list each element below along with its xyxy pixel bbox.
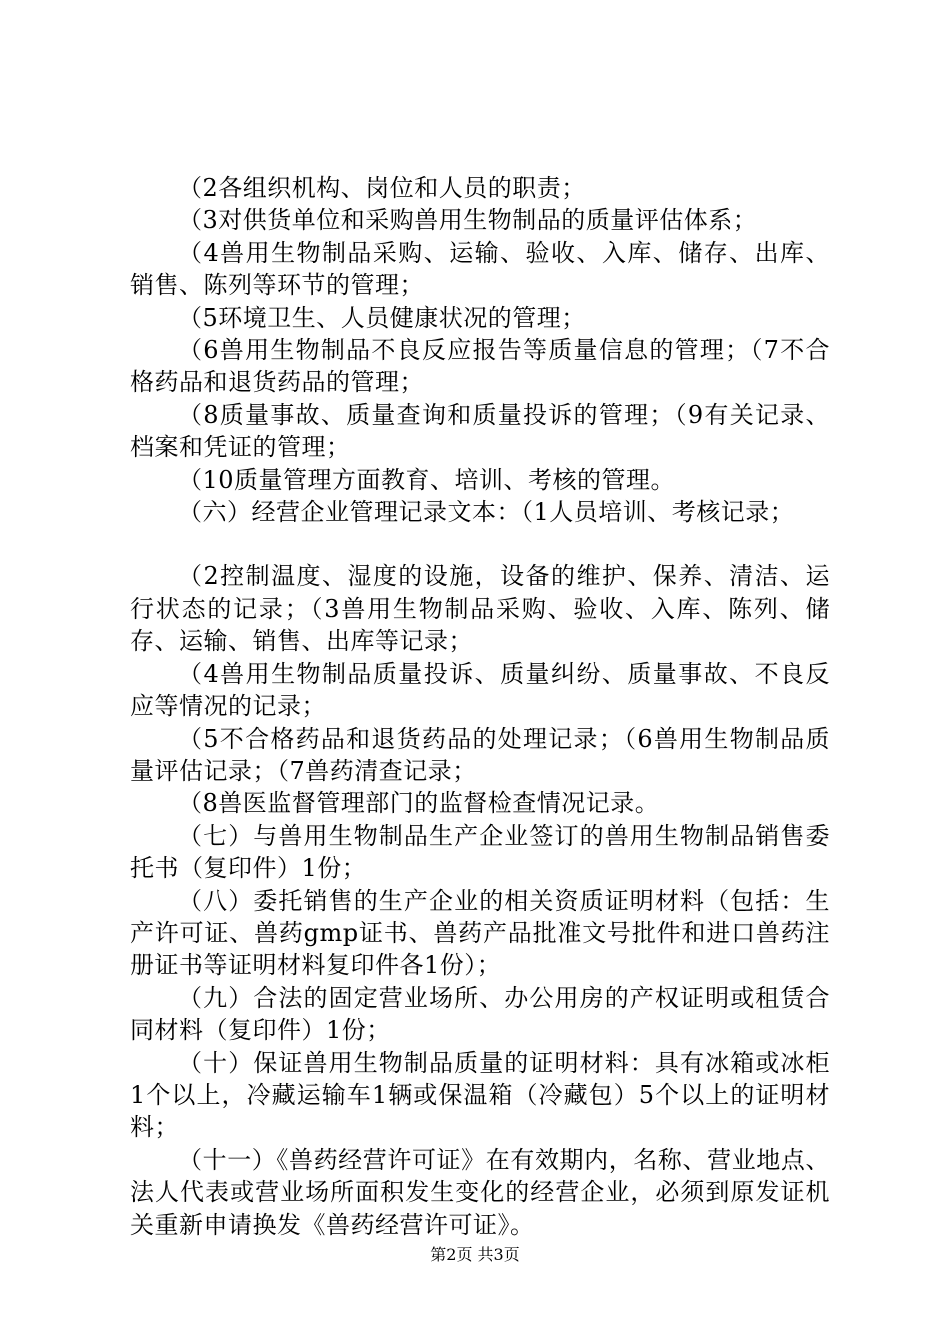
- paragraph: （4兽用生物制品采购、运输、验收、入库、储存、出库、销售、陈列等环节的管理；: [130, 238, 830, 300]
- paragraph: （七）与兽用生物制品生产企业签订的兽用生物制品销售委托书（复印件）1份；: [130, 821, 830, 883]
- page-footer: [0, 1245, 950, 1265]
- paragraph: （6兽用生物制品不良反应报告等质量信息的管理；（7不合格药品和退货药品的管理；: [130, 336, 830, 397]
- paragraph: （九）合法的固定营业场所、办公用房的产权证明或租赁合同材料（复印件）1份；: [130, 983, 830, 1045]
- paragraph: （5不合格药品和退货药品的处理记录；（6兽用生物制品质量评估记录；（7兽药清查记录；: [130, 724, 830, 785]
- paragraph: （六）经营企业管理记录文本：（1人员培训、考核记录；: [178, 498, 795, 527]
- paragraph-spacer: [130, 528, 830, 560]
- paragraph: （10质量管理方面教育、培训、考核的管理。: [178, 465, 676, 494]
- paragraph: （5环境卫生、人员健康状况的管理；: [178, 303, 586, 332]
- paragraph: （8质量事故、质量查询和质量投诉的管理；（9有关记录、档案和凭证的管理；: [130, 400, 830, 462]
- paragraph: （8兽医监督管理部门的监督检查情况记录。: [178, 789, 660, 818]
- paragraph: （2各组织机构、岗位和人员的职责；: [178, 174, 586, 202]
- paragraph: （4兽用生物制品质量投诉、质量纠纷、质量事故、不良反应等情况的记录；: [130, 659, 830, 721]
- paragraph: （3对供货单位和采购兽用生物制品的质量评估体系；: [178, 206, 758, 235]
- paragraph: （十一）《兽药经营许可证》在有效期内，名称、营业地点、法人代表或营业场所面积发生变化的经营企业，必须到原发证机关重新申请换发《兽药经营许可证》。: [130, 1145, 830, 1239]
- page-number: 第2页 共3页: [430, 1245, 520, 1264]
- paragraph: （2控制温度、湿度的设施，设备的维护、保养、清洁、运行状态的记录；（3兽用生物制品采购、验收、入库、陈列、储存、运输、销售、出库等记录；: [130, 562, 830, 656]
- paragraph: （八）委托销售的生产企业的相关资质证明材料（包括：生产许可证、兽药gmp证书、兽药产品批准文号批件和进口兽药注册证书等证明材料复印件各1份）；: [130, 886, 830, 980]
- document-body: [130, 172, 830, 1241]
- paragraph: （十）保证兽用生物制品质量的证明材料：具有冰箱或冰柜1个以上，冷藏运输车1辆或保温箱（冷藏包）5个以上的证明材料；: [130, 1048, 830, 1142]
